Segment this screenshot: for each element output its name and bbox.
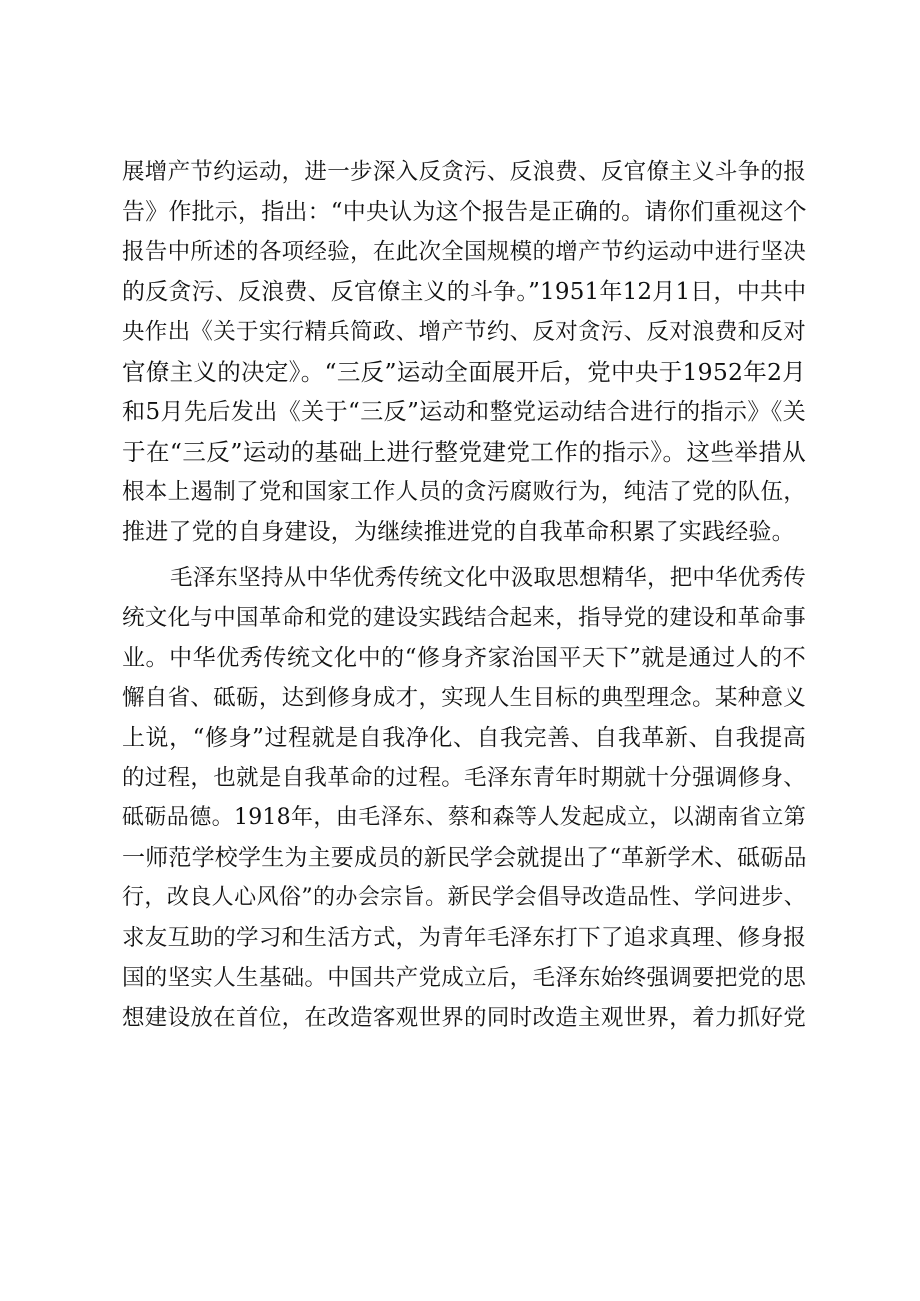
text-line: 业。中华优秀传统文化中的“修身齐家治国平天下”就是通过人的不 [122,645,806,671]
text-line: 推进了党的自身建设，为继续推进党的自我革命积累了实践经验。 [122,519,795,545]
paragraph-1 [122,152,806,552]
text-line: 的过程，也就是自我革命的过程。毛泽东青年时期就十分强调修身、 [122,765,806,791]
body-text [122,152,806,1038]
text-line: 央作出《关于实行精兵简政、增产节约、反对贪污、反对浪费和反对 [122,319,806,345]
text-line: 报告中所述的各项经验，在此次全国规模的增产节约运动中进行坚决 [122,239,806,265]
text-line: 和5月先后发出《关于“三反”运动和整党运动结合进行的指示》《关 [122,399,806,425]
text-line: 国的坚实人生基础。中国共产党成立后，毛泽东始终强调要把党的思 [122,965,806,991]
paragraph-2 [122,558,806,1038]
text-line: 于在“三反”运动的基础上进行整党建党工作的指示》。这些举措从 [122,438,806,466]
text-line: 砥砺品德。1918年，由毛泽东、蔡和森等人发起成立，以湖南省立第 [122,805,806,830]
text-line: 想建设放在首位，在改造客观世界的同时改造主观世界，着力抓好党 [122,1005,806,1031]
text-line: 统文化与中国革命和党的建设实践结合起来，指导党的建设和革命事 [122,605,806,631]
text-line: 行，改良人心风俗”的办会宗旨。新民学会倡导改造品性、学问进步、 [122,885,806,910]
text-line: 告》作批示，指出：“中央认为这个报告是正确的。请你们重视这个 [122,199,807,225]
text-line: 上说，“修身”过程就是自我净化、自我完善、自我革新、自我提高 [122,725,806,751]
text-line: 求友互助的学习和生活方式，为青年毛泽东打下了追求真理、修身报 [122,925,806,951]
text-line: 官僚主义的决定》。“三反”运动全面展开后，党中央于1952年2月 [122,358,806,386]
text-line: 一师范学校学生为主要成员的新民学会就提出了“革新学术、砥砺品 [122,845,807,871]
text-line: 懈自省、砥砺，达到修身成才，实现人生目标的典型理念。某种意义 [122,685,806,711]
text-line: 根本上遏制了党和国家工作人员的贪污腐败行为，纯洁了党的队伍， [122,479,806,505]
text-line: 的反贪污、反浪费、反官僚主义的斗争。”1951年12月1日，中共中 [122,279,807,305]
text-line: 展增产节约运动，进一步深入反贪污、反浪费、反官僚主义斗争的报 [122,159,806,185]
text-line: 毛泽东坚持从中华优秀传统文化中汲取思想精华，把中华优秀传 [170,565,806,591]
